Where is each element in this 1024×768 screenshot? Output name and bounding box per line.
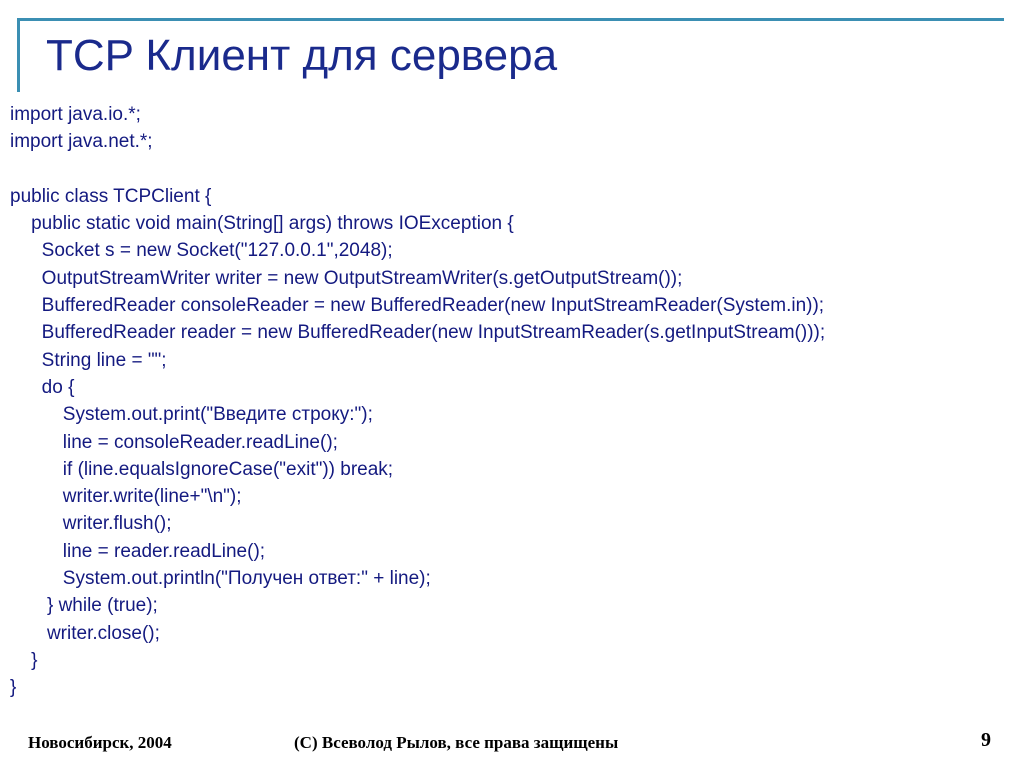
code-line: if (line.equalsIgnoreCase("exit")) break;	[10, 458, 394, 480]
code-line: line = consoleReader.readLine();	[10, 431, 338, 453]
code-line: System.out.print("Введите строку:");	[10, 404, 373, 426]
code-block	[10, 101, 1014, 702]
title-accent-bar-horizontal	[17, 18, 1004, 21]
code-line: import java.io.*;	[10, 104, 141, 125]
code-line	[10, 156, 1014, 183]
code-line: } while (true);	[10, 595, 158, 617]
code-line: System.out.println("Получен ответ:" + line);	[10, 568, 431, 590]
footer-copyright: (C) Всеволод Рылов, все права защищены	[294, 733, 619, 752]
code-line: }	[10, 677, 17, 699]
page-number: 9	[981, 729, 991, 751]
code-line: import java.net.*;	[10, 131, 153, 153]
code-line: line = reader.readLine();	[10, 540, 266, 562]
code-line: OutputStreamWriter writer = new OutputStreamWriter(s.getOutputStream());	[10, 267, 683, 289]
code-line: public class TCPClient {	[10, 185, 212, 207]
code-line: writer.close();	[10, 622, 160, 644]
slide-title: TCP Клиент для сервера	[46, 31, 558, 80]
code-line: do {	[10, 376, 75, 398]
code-line: BufferedReader reader = new BufferedReader(new InputStreamReader(s.getInputStream()));	[10, 322, 826, 344]
code-line: writer.write(line+"\n");	[10, 486, 242, 508]
title-accent-bar-vertical	[17, 18, 20, 92]
footer-location: Новосибирск, 2004	[28, 733, 172, 752]
code-line: }	[10, 649, 38, 671]
code-line: public static void main(String[] args) throws IOException {	[10, 213, 514, 235]
code-line: Socket s = new Socket("127.0.0.1",2048);	[10, 240, 393, 262]
code-line: BufferedReader consoleReader = new BufferedReader(new InputStreamReader(System.in));	[10, 295, 825, 317]
code-line: String line = "";	[10, 349, 167, 371]
code-line: writer.flush();	[10, 513, 172, 535]
